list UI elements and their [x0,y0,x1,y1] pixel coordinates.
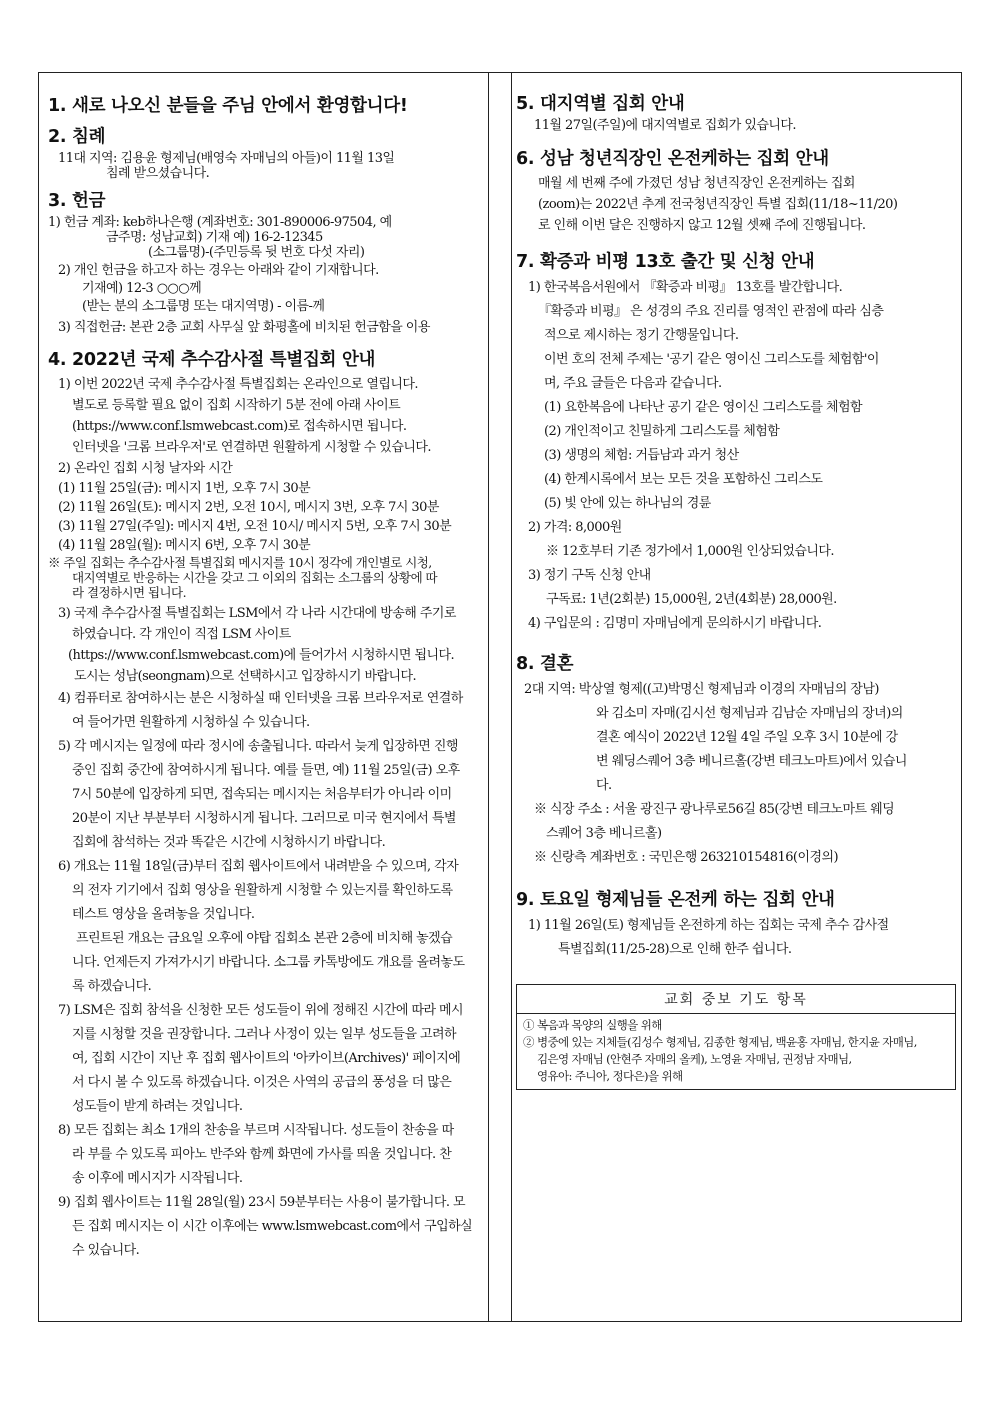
column-divider [511,72,512,1322]
affirmation-topic: (4) 한계시록에서 보는 모든 것을 포함하신 그리스도 [544,472,823,487]
thanksgiving-p7: 지를 시청할 것을 권장합니다. 그러나 사정이 있는 일부 성도들을 고려하 [72,1027,457,1042]
affirmation-inquiry: 4) 구입문의 : 김명미 자매님에게 문의하시기 바랍니다. [528,616,822,631]
affirmation-desc: 『확증과 비평』 은 성경의 주요 진리를 영적인 관점에 따라 심층 [538,304,884,319]
sunday-note: 라 결정하시면 됩니다. [72,585,186,600]
thanksgiving-p8: 라 부를 수 있도록 피아노 반주와 함께 화면에 가사를 띄울 것입니다. 찬 [72,1147,452,1162]
thanksgiving-p2: 2) 온라인 집회 시청 날자와 시간 [58,461,233,476]
thanksgiving-p7: 7) LSM은 집회 참석을 신청한 모든 성도들이 위에 정해진 시간에 따라 메시 [58,1003,464,1018]
affirmation-price: 2) 가격: 8,000원 [528,520,622,535]
thanksgiving-p5: 5) 각 메시지는 일정에 따라 정시에 송출됩니다. 따라서 늦게 입장하면 진행 [58,739,458,754]
affirmation-topic: (2) 개인적이고 친밀하게 그리스도를 체험함 [544,424,780,439]
column-divider [488,72,489,1322]
thanksgiving-p4: 4) 컴퓨터로 참여하시는 분은 시청하실 때 인터넷을 크롬 브라우저로 연결하 [58,691,463,706]
prayer-item: 영유아: 주니아, 정다은)을 위해 [537,1069,683,1083]
thanksgiving-p6: 의 전자 기기에서 집회 영상을 원활하게 시청할 수 있는지를 확인하도록 [72,883,453,898]
thanksgiving-p7: 서 다시 볼 수 있도록 하겠습니다. 이것은 사역의 공급의 풍성을 더 많은 [72,1075,452,1090]
schedule-item: (2) 11월 26일(토): 메시지 2번, 오전 10시, 메시지 3번, 오후 7시 30분 [58,500,439,515]
affirmation-subscription-fee: 구독료: 1년(2회분) 15,000원, 2년(4회분) 28,000원. [546,592,837,607]
wedding-line: 결혼 예식이 2022년 12월 4일 주일 오후 3시 10분에 강 [596,730,898,745]
thanksgiving-p5: 20분이 지난 부분부터 시청하시게 됩니다. 그러므로 미국 현지에서 특별 [72,811,456,826]
schedule-item: (4) 11월 28일(월): 메시지 6번, 오후 7시 30분 [58,538,311,553]
thanksgiving-p8: 8) 모든 집회는 최소 1개의 찬송을 부르며 시작됩니다. 성도들이 찬송을 따 [58,1123,454,1138]
young-workers-line: 매월 세 번째 주에 가졌던 성남 청년직장인 온전케하는 집회 [538,176,855,191]
thanksgiving-p1: (https://www.conf.lsmwebcast.com)로 접속하시면 됩니다. [72,419,407,434]
thanksgiving-p5: 집회에 참석하는 것과 똑같은 시간에 시청하시기 바랍니다. [72,835,386,850]
offering-item-2: (받는 분의 소그룹명 또는 대지역명) - 이름-께 [82,299,325,314]
left-column [48,84,484,1263]
brothers-meeting-line: 1) 11월 26일(토) 형제님들 온전하게 하는 집회는 국제 추수 감사절 [528,918,889,933]
offering-item-1: 금주명: 성남교회) 기재 예) 16-2-12345 [106,230,323,245]
wedding-line: 변 웨딩스퀘어 3층 베니르홀(강변 테크노마트)에서 있습니 [596,754,907,769]
affirmation-desc: 이번 호의 전체 주제는 '공기 같은 영이신 그리스도를 체험함'이 [544,352,879,367]
thanksgiving-p1: 인터넷을 '크롬 브라우저'로 연결하면 원활하게 시청할 수 있습니다. [72,440,431,455]
thanksgiving-p3: 도시는 성남(seongnam)으로 선택하시고 입장하시기 바랍니다. [74,669,417,684]
section-title-brothers-meeting: 9. 토요일 형제님들 온전케 하는 집회 안내 [516,890,835,910]
thanksgiving-p3: 3) 국제 추수감사절 특별집회는 LSM에서 각 나라 시간대에 방송해 주기로 [58,606,456,621]
thanksgiving-p9: 수 있습니다. [72,1243,140,1258]
wedding-venue: ※ 식장 주소 : 서울 광진구 광나루로56길 85(강변 테크노마트 웨딩 [534,802,895,817]
affirmation-subscription: 3) 정기 구독 신청 안내 [528,568,651,583]
offering-item-3: 3) 직접헌금: 본관 2층 교회 사무실 앞 화평홀에 비치된 헌금함을 이용 [58,320,430,335]
baptism-line: 침례 받으셨습니다. [106,166,210,181]
wedding-line: 와 김소미 자매(김시선 형제님과 김남순 자매님의 장녀)의 [596,706,903,721]
thanksgiving-p1: 1) 이번 2022년 국제 추수감사절 특별집회는 온라인으로 열립니다. [58,377,418,392]
thanksgiving-p6: 록 하겠습니다. [72,979,152,994]
section-title-regional-meeting: 5. 대지역별 집회 안내 [516,94,685,114]
thanksgiving-p6: 프린트된 개요는 금요일 오후에 야탑 집회소 본관 2층에 비치해 놓겠습 [76,931,453,946]
thanksgiving-p7: 여, 집회 시간이 지난 후 집회 웹사이트의 '아카이브(Archives)' 페이지에 [72,1051,461,1066]
thanksgiving-p5: 중인 집회 중간에 참여하시게 됩니다. 예를 들면, 예) 11월 25일(금) 오후 [72,763,460,778]
section-title-offering: 3. 헌금 [48,191,106,211]
affirmation-price-note: ※ 12호부터 기존 정가에서 1,000원 인상되었습니다. [546,544,834,559]
prayer-items-title: 교회 중보 기도 항목 [517,985,955,1014]
section-title-wedding: 8. 결혼 [516,654,574,674]
brothers-meeting-line: 특별집회(11/25-28)으로 인해 한주 쉽니다. [558,942,792,957]
affirmation-p1: 1) 한국복음서원에서 『확증과 비평』 13호를 발간합니다. [528,280,843,295]
wedding-account: ※ 신랑측 계좌번호 : 국민은행 263210154816(이경의) [534,850,838,865]
affirmation-desc: 며, 주요 글들은 다음과 같습니다. [544,376,722,391]
thanksgiving-p6: 니다. 언제든지 가져가시기 바랍니다. 소그룹 카톡방에도 개요를 올려놓도 [72,955,465,970]
thanksgiving-p9: 든 집회 메시지는 이 시간 이후에는 www.lsmwebcast.com에서 구입하실 [72,1219,473,1234]
thanksgiving-p3: 하였습니다. 각 개인이 직접 LSM 사이트 [72,627,291,642]
offering-item-1: 1) 헌금 계좌: keb하나은행 (계좌번호: 301-890006-97504, 예 [48,215,392,230]
affirmation-topic: (3) 생명의 체험: 거듭남과 과거 청산 [544,448,739,463]
schedule-item: (1) 11월 25일(금): 메시지 1번, 오후 7시 30분 [58,481,311,496]
sunday-note: 대지역별로 반응하는 시간을 갖고 그 이외의 집회는 소그룹의 상황에 따 [72,570,438,585]
prayer-item: ② 병중에 있는 지체들(김성수 형제님, 김종한 형제님, 백윤홍 자매님, 한지윤 자매님, [523,1035,917,1049]
prayer-item: ① 복음과 목양의 실행을 위해 [523,1018,662,1032]
affirmation-topic: (1) 요한복음에 나타난 공기 같은 영이신 그리스도를 체험함 [544,400,863,415]
offering-item-1: (소그룹명)-(주민등록 뒷 번호 다섯 자리) [148,245,365,260]
thanksgiving-p1: 별도로 등록할 필요 없이 집회 시작하기 5분 전에 아래 사이트 [72,398,401,413]
thanksgiving-p5: 7시 50분에 입장하게 되면, 접속되는 메시지는 처음부터가 아니라 이미 [72,787,452,802]
schedule-item: (3) 11월 27일(주일): 메시지 4번, 오전 10시/ 메시지 5번, 오후 7시 30분 [58,519,452,534]
prayer-item: 김은영 자매님 (안현주 자매의 올케), 노영윤 자매님, 권정남 자매님, [537,1052,852,1066]
wedding-line: 다. [596,778,612,793]
thanksgiving-p9: 9) 집회 웹사이트는 11월 28일(월) 23시 59분부터는 사용이 불가합니다. 모 [58,1195,466,1210]
regional-meeting-text: 11월 27일(주일)에 대지역별로 집회가 있습니다. [534,118,796,133]
thanksgiving-p6: 테스트 영상을 올려놓을 것입니다. [72,907,255,922]
affirmation-desc: 적으로 제시하는 정기 간행물입니다. [544,328,739,343]
affirmation-topic: (5) 빛 안에 있는 하나님의 경륜 [544,496,711,511]
right-column [516,84,956,1090]
young-workers-line: 로 인해 이번 달은 진행하지 않고 12월 셋째 주에 진행됩니다. [538,218,866,233]
baptism-line: 11대 지역: 김용윤 형제님(배영숙 자매님의 아들)이 11월 13일 [58,151,395,166]
thanksgiving-p6: 6) 개요는 11월 18일(금)부터 집회 웹사이트에서 내려받을 수 있으며, 각자 [58,859,459,874]
section-title-thanksgiving: 4. 2022년 국제 추수감사절 특별집회 안내 [48,350,376,370]
thanksgiving-p7: 성도들이 받게 하려는 것입니다. [72,1099,243,1114]
sunday-note: ※ 주일 집회는 추수감사절 특별집회 메시지를 10시 정각에 개인별로 시청, [48,555,432,570]
section-title-baptism: 2. 침례 [48,127,106,147]
thanksgiving-p8: 송 이후에 메시지가 시작됩니다. [72,1171,243,1186]
young-workers-line: (zoom)는 2022년 추계 전국청년직장인 특별 집회(11/18~11/20) [538,197,898,212]
wedding-line: 2대 지역: 박상열 형제((고)박명신 형제님과 이경의 자매님의 장남) [524,682,879,697]
prayer-items-box [516,984,956,1090]
section-title-welcome: 1. 새로 나오신 분들을 주님 안에서 환영합니다! [48,96,408,116]
thanksgiving-p4: 여 들어가면 원활하게 시청하실 수 있습니다. [72,715,310,730]
offering-item-2: 기재예) 12-3 ○○○께 [82,281,202,296]
prayer-items-body [517,1014,955,1089]
section-title-young-workers: 6. 성남 청년직장인 온전케하는 집회 안내 [516,149,829,169]
section-title-affirmation-critique: 7. 확증과 비평 13호 출간 및 신청 안내 [516,252,815,272]
thanksgiving-p3: (https://www.conf.lsmwebcast.com)에 들어가서 시청하시면 됩니다. [68,648,455,663]
offering-item-2: 2) 개인 헌금을 하고자 하는 경우는 아래와 같이 기재합니다. [58,263,379,278]
wedding-venue: 스퀘어 3층 베니르홀) [546,826,662,841]
